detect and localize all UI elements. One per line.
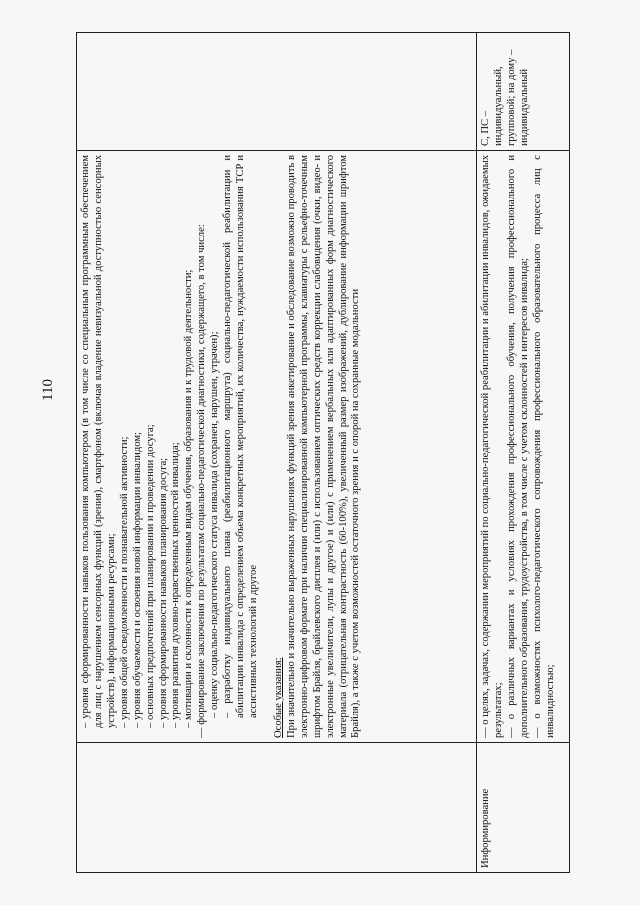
list-item: — о возможностях психолого-педагогического сопровождения профессионального образовательного процесса лиц с инвалидностью;: [531, 155, 556, 738]
rotated-table-wrapper: [76, 33, 570, 873]
table-row: [77, 33, 477, 873]
list-item: – уровня обучаемости и освоения новой информации инвалидом;: [131, 432, 143, 728]
row1-form-cell: [77, 33, 477, 151]
row2-service-cell: Информирование: [477, 743, 570, 873]
list-item: – уровня сформированности навыков пользования компьютером (в том числе со специальным программным обеспечением для лиц с нарушением сенсорных функций (зрения), смартфоном (включая владение невизуальной доступностью сенсорных устройств), информационными ресурсами;: [80, 155, 117, 728]
special-notes-heading: Особые указания:: [272, 657, 284, 738]
list-item: – уровня развития духовно-нравственных ценностей инвалида;: [170, 442, 182, 728]
list-item: — формирование заключения по результатам социально-педагогической диагностики, содержащего, в том числе:: [196, 224, 208, 738]
list-item: – основных предпочтений при планировании и проведении досуга;: [144, 424, 156, 728]
list-item: — о различных вариантах и условиях прохождения профессионального обучения, получения профессионального и дополнительного образования, трудоустройства, в том числе с учетом склонностей и интересов инвалида;: [505, 155, 530, 738]
row2-content-cell: [477, 151, 570, 743]
list-item: – оценку социально-педагогического статуса инвалида (сохранен, нарушен, утрачен);: [209, 331, 221, 718]
list-item: – разработку индивидуального плана (реабилитационного маршрута) социально-педагогической реабилитации и абилитации инвалида с определением объема конкретных мероприятий, их количества, нуждаемости использования ТСР и ассистивных технологий и другое: [222, 155, 259, 718]
table-row: [477, 33, 570, 873]
list-item: — о целях, задачах, содержании мероприятий по социально-педагогической реабилитации и абилитации инвалидов, ожидаемых результатах;: [480, 155, 504, 738]
row1-service-cell: [77, 743, 477, 873]
row1-content-cell: [77, 151, 477, 743]
page-number: 110: [40, 379, 56, 401]
row2-form-cell: С, ПС – индивидуальный, групповой; на дому – индивидуальный: [477, 33, 570, 151]
special-notes-text: При значительно и значительно выраженных нарушениях функций зрения анкетирование и обследование возможно проводить в электронно-цифровом формате при наличии специализированной компьютерной программы, клавиатуры с рельефно-точечным шрифтом Брайля, брайлевского дисплея и (или) с использованием оптических средств коррекции слабовидения (очки, видео- и электронные увеличители, лупы и другое) и (или) с применением вербальных или адаптированных форм диагностического материала (отрицательная контрастность (60-100%), увеличенный размер изображений, дублирование информации шрифтом Брайля), а также с учетом возможностей остаточного зрения и с опорой на сохранные модальности: [285, 155, 362, 738]
list-item: – мотивации и склонности к определенным видам обучения, образования и к трудовой деятельности;: [183, 269, 195, 728]
services-table: [76, 32, 570, 873]
list-item: – уровня общей осведомленности и познавательной активности;: [118, 436, 130, 728]
list-item: – уровня сформированности навыков планирования досуга;: [157, 457, 169, 728]
